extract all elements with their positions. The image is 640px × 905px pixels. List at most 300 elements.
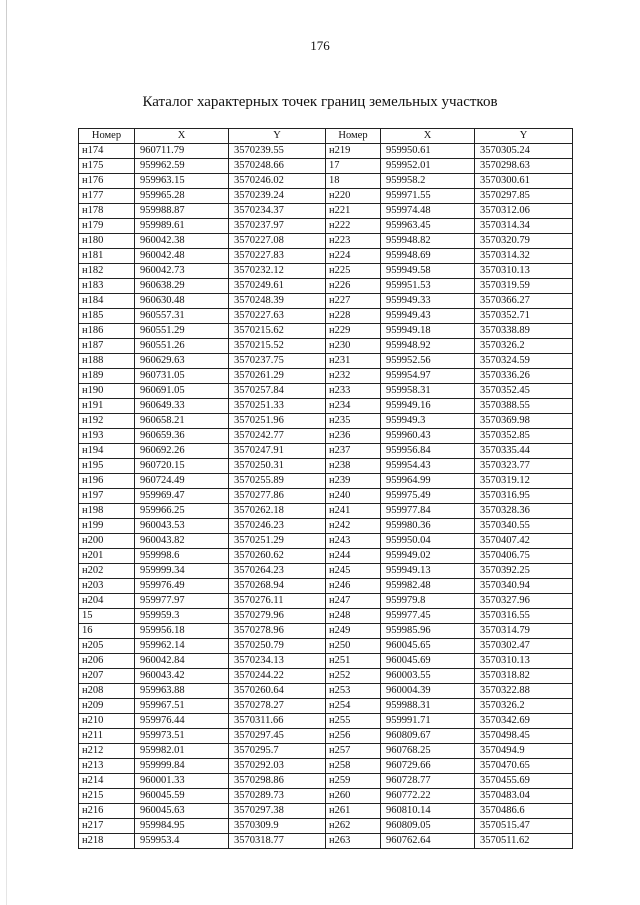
coordinates-table [78,128,573,849]
x-coordinate-cell: 959988.31 [381,699,475,714]
x-coordinate-cell: 959999.84 [135,759,229,774]
table-row [79,324,573,339]
table-row [79,594,573,609]
table-row [79,579,573,594]
point-number-cell: н261 [326,804,381,819]
y-coordinate-cell: 3570277.86 [229,489,326,504]
y-coordinate-cell: 3570297.38 [229,804,326,819]
x-coordinate-cell: 960042.73 [135,264,229,279]
y-coordinate-cell: 3570268.94 [229,579,326,594]
point-number-cell: н238 [326,459,381,474]
point-number-cell: н251 [326,654,381,669]
point-number-cell: н180 [79,234,135,249]
table-row [79,759,573,774]
x-coordinate-cell: 959948.82 [381,234,475,249]
point-number-cell: н205 [79,639,135,654]
y-coordinate-cell: 3570249.61 [229,279,326,294]
x-coordinate-cell: 960557.31 [135,309,229,324]
x-coordinate-cell: 959952.01 [381,159,475,174]
x-coordinate-cell: 959956.84 [381,444,475,459]
point-number-cell: н245 [326,564,381,579]
point-number-cell: н200 [79,534,135,549]
table-row [79,684,573,699]
x-coordinate-cell: 959984.95 [135,819,229,834]
point-number-cell: н212 [79,744,135,759]
point-number-cell: н236 [326,429,381,444]
point-number-cell: н243 [326,534,381,549]
y-coordinate-cell: 3570227.63 [229,309,326,324]
x-coordinate-cell: 960711.79 [135,144,229,159]
x-coordinate-cell: 960809.05 [381,819,475,834]
x-coordinate-cell: 959963.88 [135,684,229,699]
point-number-cell: н210 [79,714,135,729]
point-number-cell: н177 [79,189,135,204]
y-coordinate-cell: 3570318.77 [229,834,326,849]
header-y-left: Y [229,129,326,144]
y-coordinate-cell: 3570250.31 [229,459,326,474]
point-number-cell: н228 [326,309,381,324]
table-row [79,234,573,249]
x-coordinate-cell: 960638.29 [135,279,229,294]
x-coordinate-cell: 960045.59 [135,789,229,804]
x-coordinate-cell: 959973.51 [135,729,229,744]
x-coordinate-cell: 959960.43 [381,429,475,444]
point-number-cell: н248 [326,609,381,624]
y-coordinate-cell: 3570320.79 [475,234,573,249]
table-row [79,504,573,519]
x-coordinate-cell: 959950.04 [381,534,475,549]
point-number-cell: н223 [326,234,381,249]
y-coordinate-cell: 3570352.85 [475,429,573,444]
x-coordinate-cell: 960042.84 [135,654,229,669]
x-coordinate-cell: 959991.71 [381,714,475,729]
table-row [79,144,573,159]
x-coordinate-cell: 960658.21 [135,414,229,429]
y-coordinate-cell: 3570276.11 [229,594,326,609]
y-coordinate-cell: 3570314.32 [475,249,573,264]
y-coordinate-cell: 3570392.25 [475,564,573,579]
x-coordinate-cell: 960045.63 [135,804,229,819]
table-row [79,159,573,174]
table-row [79,519,573,534]
y-coordinate-cell: 3570250.79 [229,639,326,654]
point-number-cell: н232 [326,369,381,384]
table-row [79,564,573,579]
x-coordinate-cell: 959989.61 [135,219,229,234]
point-number-cell: н193 [79,429,135,444]
table-row [79,294,573,309]
y-coordinate-cell: 3570232.12 [229,264,326,279]
point-number-cell: н263 [326,834,381,849]
point-number-cell: н250 [326,639,381,654]
x-coordinate-cell: 959963.45 [381,219,475,234]
y-coordinate-cell: 3570251.96 [229,414,326,429]
scan-edge-line [6,0,7,905]
table-row [79,384,573,399]
point-number-cell: н176 [79,174,135,189]
table-row [79,459,573,474]
y-coordinate-cell: 3570244.22 [229,669,326,684]
point-number-cell: н246 [326,579,381,594]
x-coordinate-cell: 960043.82 [135,534,229,549]
x-coordinate-cell: 959963.15 [135,174,229,189]
header-number-right: Номер [326,129,381,144]
y-coordinate-cell: 3570310.13 [475,654,573,669]
point-number-cell: н203 [79,579,135,594]
x-coordinate-cell: 959949.58 [381,264,475,279]
point-number-cell: н229 [326,324,381,339]
table-row [79,189,573,204]
x-coordinate-cell: 960762.64 [381,834,475,849]
table-header-row [79,129,573,144]
x-coordinate-cell: 959954.97 [381,369,475,384]
table-row [79,804,573,819]
x-coordinate-cell: 959977.97 [135,594,229,609]
x-coordinate-cell: 959982.48 [381,579,475,594]
table-body [79,144,573,849]
y-coordinate-cell: 3570239.55 [229,144,326,159]
point-number-cell: н221 [326,204,381,219]
point-number-cell: н247 [326,594,381,609]
point-number-cell: н254 [326,699,381,714]
x-coordinate-cell: 959949.43 [381,309,475,324]
point-number-cell: н197 [79,489,135,504]
point-number-cell: н211 [79,729,135,744]
y-coordinate-cell: 3570316.95 [475,489,573,504]
y-coordinate-cell: 3570234.13 [229,654,326,669]
y-coordinate-cell: 3570278.96 [229,624,326,639]
x-coordinate-cell: 959949.18 [381,324,475,339]
point-number-cell: н234 [326,399,381,414]
y-coordinate-cell: 3570455.69 [475,774,573,789]
y-coordinate-cell: 3570319.59 [475,279,573,294]
x-coordinate-cell: 960691.05 [135,384,229,399]
point-number-cell: н241 [326,504,381,519]
x-coordinate-cell: 959969.47 [135,489,229,504]
table-row [79,279,573,294]
x-coordinate-cell: 960728.77 [381,774,475,789]
point-number-cell: н179 [79,219,135,234]
y-coordinate-cell: 3570388.55 [475,399,573,414]
y-coordinate-cell: 3570302.47 [475,639,573,654]
point-number-cell: н227 [326,294,381,309]
x-coordinate-cell: 959959.3 [135,609,229,624]
x-coordinate-cell: 959976.49 [135,579,229,594]
y-coordinate-cell: 3570247.91 [229,444,326,459]
point-number-cell: н174 [79,144,135,159]
y-coordinate-cell: 3570227.08 [229,234,326,249]
y-coordinate-cell: 3570483.04 [475,789,573,804]
point-number-cell: н190 [79,384,135,399]
x-coordinate-cell: 960810.14 [381,804,475,819]
y-coordinate-cell: 3570314.79 [475,624,573,639]
x-coordinate-cell: 959998.6 [135,549,229,564]
x-coordinate-cell: 959977.45 [381,609,475,624]
x-coordinate-cell: 959954.43 [381,459,475,474]
y-coordinate-cell: 3570323.77 [475,459,573,474]
point-number-cell: н178 [79,204,135,219]
x-coordinate-cell: 959950.61 [381,144,475,159]
x-coordinate-cell: 960630.48 [135,294,229,309]
x-coordinate-cell: 959964.99 [381,474,475,489]
x-coordinate-cell: 960043.42 [135,669,229,684]
x-coordinate-cell: 959977.84 [381,504,475,519]
y-coordinate-cell: 3570335.44 [475,444,573,459]
y-coordinate-cell: 3570366.27 [475,294,573,309]
table-row [79,414,573,429]
point-number-cell: н239 [326,474,381,489]
table-row [79,654,573,669]
table-row [79,699,573,714]
point-number-cell: н188 [79,354,135,369]
x-coordinate-cell: 959974.48 [381,204,475,219]
header-x-right: X [381,129,475,144]
x-coordinate-cell: 960724.49 [135,474,229,489]
point-number-cell: н184 [79,294,135,309]
x-coordinate-cell: 959951.53 [381,279,475,294]
y-coordinate-cell: 3570234.37 [229,204,326,219]
y-coordinate-cell: 3570239.24 [229,189,326,204]
table-row [79,834,573,849]
x-coordinate-cell: 959971.55 [381,189,475,204]
y-coordinate-cell: 3570311.66 [229,714,326,729]
y-coordinate-cell: 3570322.88 [475,684,573,699]
y-coordinate-cell: 3570342.69 [475,714,573,729]
x-coordinate-cell: 959988.87 [135,204,229,219]
y-coordinate-cell: 3570289.73 [229,789,326,804]
point-number-cell: н196 [79,474,135,489]
y-coordinate-cell: 3570309.9 [229,819,326,834]
x-coordinate-cell: 960731.05 [135,369,229,384]
y-coordinate-cell: 3570297.45 [229,729,326,744]
point-number-cell: н182 [79,264,135,279]
y-coordinate-cell: 3570300.61 [475,174,573,189]
y-coordinate-cell: 3570215.52 [229,339,326,354]
y-coordinate-cell: 3570257.84 [229,384,326,399]
y-coordinate-cell: 3570336.26 [475,369,573,384]
point-number-cell: н194 [79,444,135,459]
y-coordinate-cell: 3570406.75 [475,549,573,564]
y-coordinate-cell: 3570338.89 [475,324,573,339]
x-coordinate-cell: 960768.25 [381,744,475,759]
point-number-cell: 16 [79,624,135,639]
point-number-cell: н175 [79,159,135,174]
point-number-cell: н208 [79,684,135,699]
point-number-cell: н255 [326,714,381,729]
y-coordinate-cell: 3570227.83 [229,249,326,264]
table-row [79,174,573,189]
x-coordinate-cell: 959965.28 [135,189,229,204]
table-row [79,249,573,264]
y-coordinate-cell: 3570278.27 [229,699,326,714]
x-coordinate-cell: 960659.36 [135,429,229,444]
y-coordinate-cell: 3570312.06 [475,204,573,219]
x-coordinate-cell: 960551.26 [135,339,229,354]
point-number-cell: н206 [79,654,135,669]
x-coordinate-cell: 960003.55 [381,669,475,684]
y-coordinate-cell: 3570246.23 [229,519,326,534]
table-row [79,609,573,624]
y-coordinate-cell: 3570327.96 [475,594,573,609]
x-coordinate-cell: 959949.16 [381,399,475,414]
table-row [79,714,573,729]
point-number-cell: н217 [79,819,135,834]
y-coordinate-cell: 3570407.42 [475,534,573,549]
y-coordinate-cell: 3570316.55 [475,609,573,624]
x-coordinate-cell: 959966.25 [135,504,229,519]
point-number-cell: н262 [326,819,381,834]
x-coordinate-cell: 960043.53 [135,519,229,534]
point-number-cell: 18 [326,174,381,189]
point-number-cell: н214 [79,774,135,789]
point-number-cell: н198 [79,504,135,519]
x-coordinate-cell: 960692.26 [135,444,229,459]
point-number-cell: н219 [326,144,381,159]
x-coordinate-cell: 960042.38 [135,234,229,249]
y-coordinate-cell: 3570319.12 [475,474,573,489]
y-coordinate-cell: 3570242.77 [229,429,326,444]
x-coordinate-cell: 959962.59 [135,159,229,174]
x-coordinate-cell: 959953.4 [135,834,229,849]
point-number-cell: н199 [79,519,135,534]
table-row [79,534,573,549]
y-coordinate-cell: 3570326.2 [475,339,573,354]
y-coordinate-cell: 3570328.36 [475,504,573,519]
table-row [79,444,573,459]
point-number-cell: н244 [326,549,381,564]
y-coordinate-cell: 3570248.39 [229,294,326,309]
table-row [79,819,573,834]
table-row [79,639,573,654]
x-coordinate-cell: 960045.65 [381,639,475,654]
table-row [79,744,573,759]
x-coordinate-cell: 959982.01 [135,744,229,759]
y-coordinate-cell: 3570264.23 [229,564,326,579]
y-coordinate-cell: 3570470.65 [475,759,573,774]
y-coordinate-cell: 3570262.18 [229,504,326,519]
y-coordinate-cell: 3570255.89 [229,474,326,489]
table-row [79,354,573,369]
y-coordinate-cell: 3570314.34 [475,219,573,234]
point-number-cell: 15 [79,609,135,624]
point-number-cell: н216 [79,804,135,819]
table-row [79,264,573,279]
x-coordinate-cell: 960629.63 [135,354,229,369]
table-row [79,729,573,744]
point-number-cell: н240 [326,489,381,504]
x-coordinate-cell: 960809.67 [381,729,475,744]
y-coordinate-cell: 3570305.24 [475,144,573,159]
y-coordinate-cell: 3570352.45 [475,384,573,399]
point-number-cell: н226 [326,279,381,294]
point-number-cell: н231 [326,354,381,369]
point-number-cell: н233 [326,384,381,399]
point-number-cell: н224 [326,249,381,264]
y-coordinate-cell: 3570324.59 [475,354,573,369]
point-number-cell: н204 [79,594,135,609]
y-coordinate-cell: 3570251.33 [229,399,326,414]
y-coordinate-cell: 3570340.94 [475,579,573,594]
y-coordinate-cell: 3570326.2 [475,699,573,714]
point-number-cell: н213 [79,759,135,774]
y-coordinate-cell: 3570215.62 [229,324,326,339]
table-row [79,774,573,789]
page-number: 176 [310,38,330,53]
table-row [79,474,573,489]
table-row [79,624,573,639]
y-coordinate-cell: 3570498.45 [475,729,573,744]
header-x-left: X [135,129,229,144]
x-coordinate-cell: 959980.36 [381,519,475,534]
y-coordinate-cell: 3570511.62 [475,834,573,849]
point-number-cell: н183 [79,279,135,294]
point-number-cell: н201 [79,549,135,564]
point-number-cell: н202 [79,564,135,579]
y-coordinate-cell: 3570340.55 [475,519,573,534]
x-coordinate-cell: 959985.96 [381,624,475,639]
point-number-cell: н185 [79,309,135,324]
x-coordinate-cell: 959958.31 [381,384,475,399]
y-coordinate-cell: 3570248.66 [229,159,326,174]
point-number-cell: н259 [326,774,381,789]
x-coordinate-cell: 959962.14 [135,639,229,654]
point-number-cell: н220 [326,189,381,204]
table-row [79,789,573,804]
x-coordinate-cell: 960649.33 [135,399,229,414]
y-coordinate-cell: 3570298.86 [229,774,326,789]
x-coordinate-cell: 960551.29 [135,324,229,339]
x-coordinate-cell: 960004.39 [381,684,475,699]
y-coordinate-cell: 3570494.9 [475,744,573,759]
point-number-cell: н207 [79,669,135,684]
x-coordinate-cell: 959976.44 [135,714,229,729]
y-coordinate-cell: 3570295.7 [229,744,326,759]
y-coordinate-cell: 3570352.71 [475,309,573,324]
y-coordinate-cell: 3570246.02 [229,174,326,189]
x-coordinate-cell: 959956.18 [135,624,229,639]
x-coordinate-cell: 960720.15 [135,459,229,474]
table-row [79,489,573,504]
table-row [79,549,573,564]
point-number-cell: н215 [79,789,135,804]
point-number-cell: н242 [326,519,381,534]
point-number-cell: н195 [79,459,135,474]
x-coordinate-cell: 959949.33 [381,294,475,309]
point-number-cell: н189 [79,369,135,384]
y-coordinate-cell: 3570292.03 [229,759,326,774]
table-row [79,204,573,219]
table-row [79,309,573,324]
x-coordinate-cell: 959952.56 [381,354,475,369]
point-number-cell: н249 [326,624,381,639]
y-coordinate-cell: 3570369.98 [475,414,573,429]
point-number-cell: н230 [326,339,381,354]
point-number-cell: н252 [326,669,381,684]
point-number-cell: н222 [326,219,381,234]
y-coordinate-cell: 3570251.29 [229,534,326,549]
table-row [79,369,573,384]
x-coordinate-cell: 959967.51 [135,699,229,714]
table-row [79,219,573,234]
y-coordinate-cell: 3570237.97 [229,219,326,234]
point-number-cell: н191 [79,399,135,414]
y-coordinate-cell: 3570260.64 [229,684,326,699]
x-coordinate-cell: 960729.66 [381,759,475,774]
x-coordinate-cell: 959949.3 [381,414,475,429]
y-coordinate-cell: 3570279.96 [229,609,326,624]
point-number-cell: н192 [79,414,135,429]
x-coordinate-cell: 960042.48 [135,249,229,264]
